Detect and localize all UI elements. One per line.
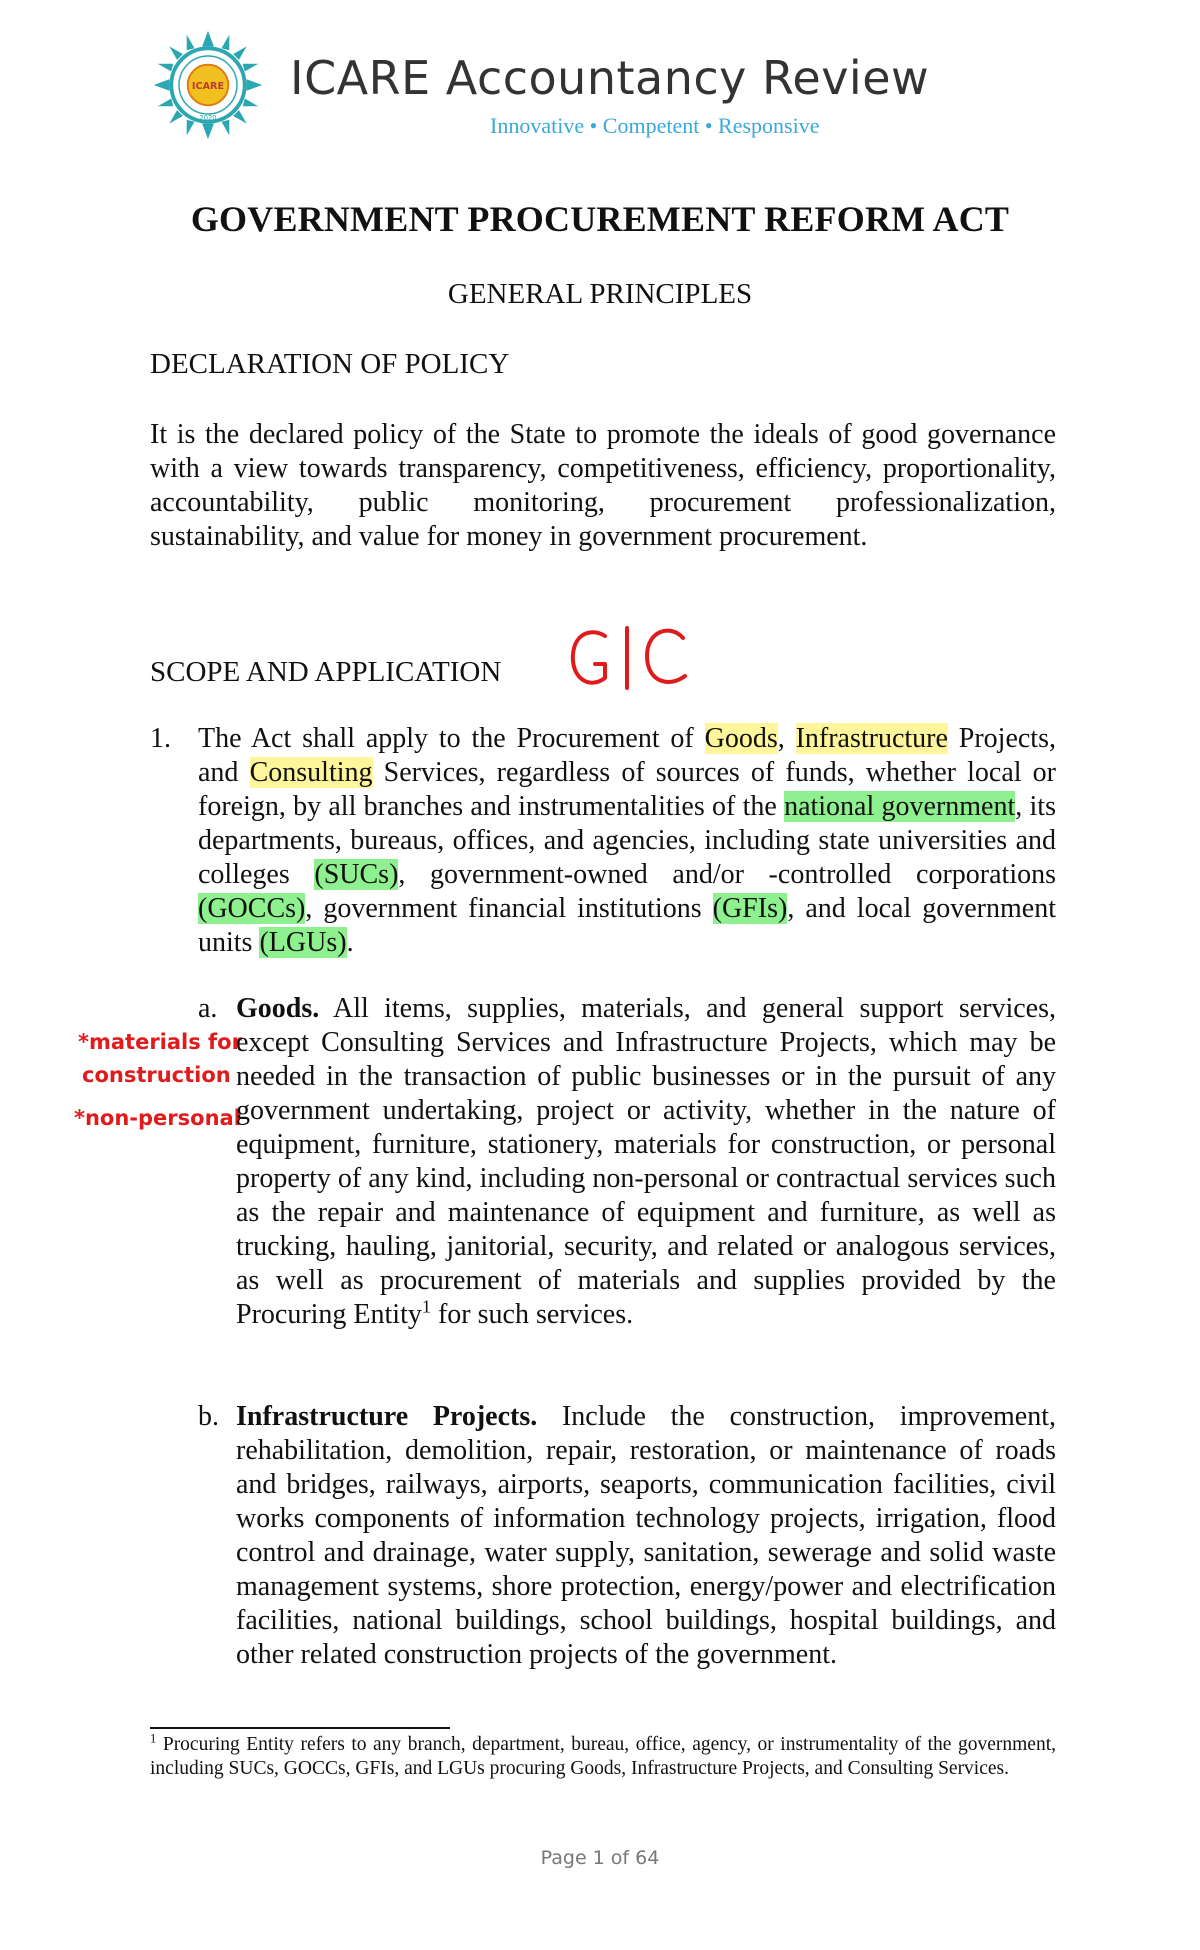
gic-text: GIC [565, 620, 567, 621]
highlight-lgus: (LGUs) [259, 927, 347, 958]
handwritten-gic-annotation [565, 620, 705, 698]
item-a-letter: a. [198, 993, 218, 1024]
item-a-term: Goods. [236, 993, 320, 1024]
margin-note-materials-for: *materials for [78, 1030, 242, 1054]
highlight-goods: Goods [704, 723, 778, 754]
icare-logo [150, 27, 266, 143]
footnote-ref-1: 1 [421, 1296, 431, 1317]
highlight-national-government: national government [784, 791, 1016, 822]
highlight-sucs: (SUCs) [314, 859, 399, 890]
document-subtitle: GENERAL PRINCIPLES [447, 278, 753, 310]
brand-title: ICARE Accountancy Review [290, 51, 930, 105]
declaration-text: It is the declared policy of the State to promote the ideals of good governance with a view towards transparency, competitiveness, efficiency, proportionality, accountability, public monitoring, procurement professionalization, sustainability, and value for money in government procurement. [150, 419, 1056, 552]
highlight-gfis: (GFIs) [712, 893, 788, 924]
declaration-heading: DECLARATION OF POLICY [150, 348, 510, 380]
logo-year: 2020 [199, 113, 217, 122]
logo-text: ICARE [191, 80, 225, 92]
brand-tagline: Innovative • Competent • Responsive [490, 113, 820, 138]
item-a-text: Goods. All items, supplies, materials, and general support services, except Consulting Services and Infrastructure Projects, which may be needed in the transaction of public businesses or in the pursuit of any government undertaking, project or activity, whether in the nature of equipment, furniture, stationery, materials for construction, or personal property of any kind, including non-personal or contractual services such as the repair and maintenance of equipment and furniture, as well as trucking, hauling, janitorial, security, and related or analogous services, as well as procurement of materials and supplies provided by the Procuring Entity$^1$ for such services. [236, 993, 1056, 1330]
highlight-consulting: Consulting [249, 757, 373, 788]
item-b-text: Infrastructure Projects. Include the construction, improvement, rehabilitation, demolition, repair, restoration, or maintenance of roads and bridges, railways, airports, seaports, communication facilities, civil works components of information technology projects, irrigation, flood control and drainage, water supply, sanitation, sewerage and solid waste management systems, shore protection, energy/power and electrification facilities, national buildings, school buildings, hospital buildings, and other related construction projects of the government. [236, 1401, 1056, 1670]
item-b-letter: b. [198, 1401, 219, 1432]
highlight-goccs: (GOCCs) [198, 893, 306, 924]
margin-note-construction: construction [82, 1063, 231, 1087]
footnote-number: 1 [150, 1731, 157, 1746]
highlight-infrastructure: Infrastructure [795, 723, 948, 754]
item-1-number: 1. [150, 723, 171, 754]
margin-note-non-personal: *non-personal [74, 1106, 241, 1130]
document-title: GOVERNMENT PROCUREMENT REFORM ACT [190, 199, 1010, 239]
item-1-text: The Act shall apply to the Procurement of Goods, Infrastructure Projects, and Consulting Services, regardless of sources of funds, whether local or foreign, by all branches and instrumentalities of the national government, its departments, bureaus, offices, and agencies, including state universities and colleges (SUCs), government-owned and/or -controlled corporations (GOCCs), government financial institutions (GFIs), and local government units (LGUs). [198, 723, 1056, 958]
footnote: $^1$ Procuring Entity refers to any branch, department, bureau, office, agency, or instrumentality of the government, including SUCs, GOCCs, GFIs, and LGUs procuring Goods, Infrastructure Projects, and Consulting Services. [150, 1731, 1056, 1779]
page-number: Page 1 of 64 [540, 1847, 660, 1869]
scope-heading: SCOPE AND APPLICATION [150, 656, 502, 688]
page-header [140, 25, 930, 145]
item-b-term: Infrastructure Projects. [236, 1401, 538, 1432]
footnote-separator [150, 1727, 450, 1729]
